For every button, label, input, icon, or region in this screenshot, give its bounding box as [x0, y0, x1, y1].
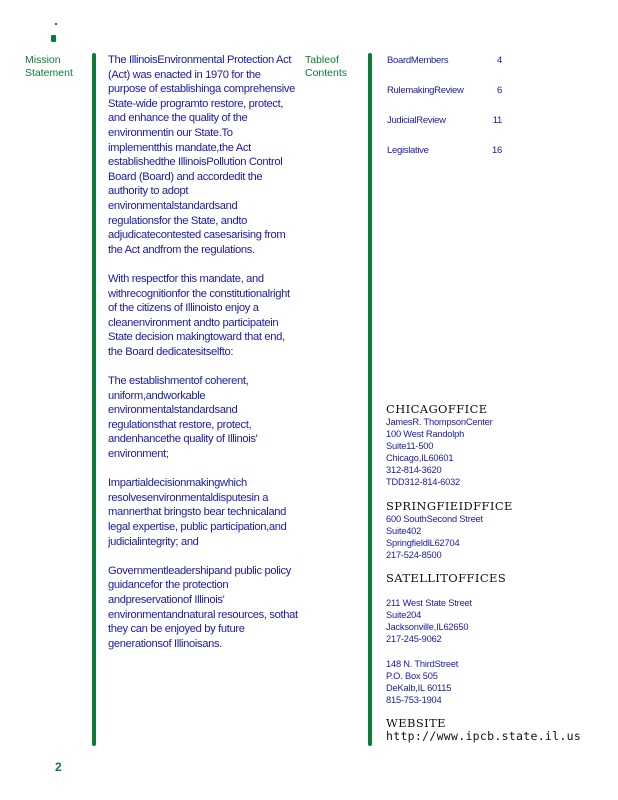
decorative-dot-small — [55, 23, 57, 25]
chicago-office-address — [386, 416, 606, 488]
address-line: 217-245-9062 — [386, 634, 442, 644]
springfield-office-address — [386, 513, 606, 561]
address-line: 600 SouthSecond Street — [386, 514, 483, 524]
toc-item-legislative[interactable] — [387, 145, 502, 156]
toc-item-rulemaking-review[interactable] — [387, 85, 502, 96]
toc-item-label: BoardMembers — [387, 55, 449, 66]
toc-item-page: 11 — [492, 115, 502, 126]
address-line: P.O. Box 505 — [386, 671, 438, 681]
mission-paragraph: The establishmentof coherent, uniform,andworkable environmentalstandardsand regulationsthat restore, protect, andenhancethe quality of Illinois' environment; — [108, 375, 258, 461]
mission-paragraph: The IllinoisEnvironmental Protection Act (Act) was enacted in 1970 for the purpose of establishinga comprehensive State-wide programto restore, protect, and enhance the quality of the environmentin our State.To implementthis mandate,the Act establishedthe IllinoisPollution Control Board (Board) and accordedit the authority to adopt environmentalstandardsand regulationsfor the State, andto adjudicatecontested casesarising from the Act andfrom the regulations. — [108, 54, 295, 256]
table-of-contents-label: Tableof Contents — [305, 54, 348, 79]
address-line: Jacksonville,IL62650 — [386, 622, 469, 632]
address-line: 100 West Randolph — [386, 429, 465, 439]
right-green-rule — [368, 53, 372, 746]
page-number: 2 — [55, 760, 62, 774]
toc-item-label: RulemakingReview — [387, 85, 464, 96]
address-line: 148 N. ThirdStreet — [386, 659, 459, 669]
springfield-office-title: SPRINGFIEIDFFICE — [386, 499, 513, 513]
mission-statement-body — [108, 53, 298, 666]
website-title: WEBSITE — [386, 716, 446, 730]
address-line: 312-814-3620 — [386, 465, 442, 475]
address-line: Suite402 — [386, 526, 422, 536]
website-link[interactable]: http://www.ipcb.state.il.us — [386, 729, 582, 743]
toc-item-page: 6 — [497, 85, 502, 96]
dekalb-office-address — [386, 658, 606, 706]
toc-item-label: JudicialReview — [387, 115, 446, 126]
mission-paragraph: Impartialdecisionmakingwhich resolvesenvironmentaldisputesin a mannerthat bringsto bear technicaland legal expertise, public participation,and judicialintegrity; and — [108, 477, 287, 548]
toc-item-judicial-review[interactable] — [387, 115, 502, 126]
toc-item-page: 16 — [492, 145, 502, 156]
address-line: SpringfieldlL62704 — [386, 538, 460, 548]
mission-paragraph: Governmentleadershipand public policy guidancefor the protection andpreservationof Illinois' environmentandnatural resources, sothat they can be enjoyed by future generationsof Illinoisans. — [108, 564, 298, 650]
satellite-offices-title: SATELLITOFFICES — [386, 571, 507, 585]
address-line: TDD312-814-6032 — [386, 477, 461, 487]
address-line: Chicago,IL60601 — [386, 453, 454, 463]
toc-item-page: 4 — [497, 55, 502, 66]
address-line: DeKalb,IL 60115 — [386, 683, 452, 693]
decorative-dot — [51, 35, 56, 42]
toc-item-label: Legislative — [387, 145, 429, 156]
mission-paragraph: With respectfor this mandate, and withrecognitionfor the constitutionalright of the citizens of Illinoisto enjoy a cleanenvironment andto participatein State decision makingtoward that end, the Board dedicatesitselfto: — [108, 272, 290, 358]
address-line: 211 West State Street — [386, 598, 472, 608]
address-line: JamesR. ThompsonCenter — [386, 417, 493, 427]
address-line: 815-753-1904 — [386, 695, 442, 705]
mission-statement-label: Mission Statement — [25, 54, 73, 79]
left-green-rule — [92, 53, 96, 746]
address-line: 217-524-8500 — [386, 550, 442, 560]
address-line: Suite204 — [386, 610, 422, 620]
jacksonville-office-address — [386, 597, 606, 645]
chicago-office-title: CHICAGOFFICE — [386, 402, 488, 416]
toc-item-board-members[interactable] — [387, 55, 502, 66]
address-line: Suite11-500 — [386, 441, 434, 451]
